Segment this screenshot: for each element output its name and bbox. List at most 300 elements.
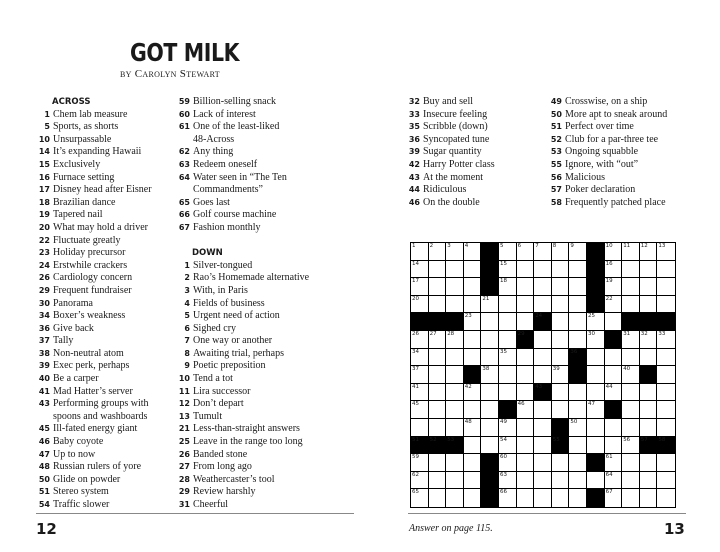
grid-cell[interactable]	[605, 278, 623, 296]
grid-cell[interactable]	[411, 472, 429, 490]
grid-cell[interactable]	[446, 349, 464, 367]
grid-cell[interactable]	[569, 419, 587, 437]
grid-cell[interactable]	[587, 349, 605, 367]
grid-cell[interactable]	[552, 401, 570, 419]
clue	[175, 222, 325, 235]
grid-cell[interactable]	[411, 331, 429, 349]
grid-cell[interactable]	[446, 296, 464, 314]
clue-column-4	[547, 96, 707, 209]
grid-block	[446, 437, 464, 455]
grid-cell[interactable]	[534, 401, 552, 419]
clue-text: Don’t depart	[193, 398, 244, 410]
clue-text: Goes last	[193, 196, 230, 208]
grid-cell[interactable]	[657, 296, 675, 314]
clue	[35, 184, 175, 197]
grid-cell[interactable]	[622, 296, 640, 314]
grid-cell[interactable]	[552, 366, 570, 384]
grid-cell[interactable]	[411, 419, 429, 437]
grid-cell[interactable]	[640, 278, 658, 296]
grid-cell[interactable]	[464, 384, 482, 402]
grid-cell[interactable]	[481, 349, 499, 367]
grid-cell[interactable]	[464, 331, 482, 349]
grid-cell[interactable]	[622, 331, 640, 349]
grid-cell[interactable]	[481, 384, 499, 402]
grid-cell[interactable]	[464, 278, 482, 296]
grid-cell[interactable]	[552, 278, 570, 296]
clue-text: Cardiology concern	[53, 272, 133, 284]
grid-cell[interactable]	[657, 384, 675, 402]
clue	[175, 184, 325, 197]
grid-cell[interactable]	[657, 261, 675, 279]
grid-cell[interactable]	[622, 243, 640, 261]
grid-cell-number: 11	[623, 243, 631, 249]
grid-cell[interactable]	[499, 296, 517, 314]
grid-cell[interactable]	[622, 349, 640, 367]
grid-cell-number: 1	[412, 243, 416, 249]
grid-cell[interactable]	[552, 313, 570, 331]
grid-cell[interactable]	[429, 489, 447, 507]
grid-cell[interactable]	[552, 472, 570, 490]
grid-cell[interactable]	[499, 454, 517, 472]
grid-cell[interactable]	[446, 261, 464, 279]
clue-number: 40	[38, 374, 50, 384]
grid-cell[interactable]	[517, 454, 535, 472]
grid-cell[interactable]	[552, 331, 570, 349]
grid-cell[interactable]	[517, 349, 535, 367]
clue-number: 5	[44, 122, 50, 132]
grid-cell-number: 13	[658, 243, 666, 249]
clue	[35, 247, 175, 260]
grid-cell[interactable]	[446, 454, 464, 472]
grid-cell[interactable]	[481, 331, 499, 349]
clue	[175, 134, 325, 147]
clue	[175, 146, 325, 159]
grid-cell[interactable]	[499, 278, 517, 296]
grid-cell[interactable]	[429, 454, 447, 472]
grid-cell[interactable]	[640, 454, 658, 472]
grid-cell[interactable]	[446, 489, 464, 507]
grid-cell[interactable]	[517, 489, 535, 507]
grid-cell[interactable]	[640, 331, 658, 349]
grid-cell[interactable]	[657, 419, 675, 437]
grid-cell[interactable]	[605, 296, 623, 314]
grid-cell[interactable]	[411, 296, 429, 314]
grid-cell[interactable]	[569, 313, 587, 331]
grid-cell[interactable]	[446, 243, 464, 261]
clue	[35, 323, 175, 336]
grid-cell[interactable]	[411, 278, 429, 296]
grid-cell[interactable]	[657, 366, 675, 384]
grid-cell[interactable]	[569, 296, 587, 314]
grid-cell-number: 45	[412, 401, 419, 408]
grid-cell[interactable]	[552, 243, 570, 261]
grid-cell[interactable]	[605, 349, 623, 367]
clue-number: 19	[38, 210, 50, 220]
grid-cell[interactable]	[640, 349, 658, 367]
grid-cell[interactable]	[569, 489, 587, 507]
clue-text: Urgent need of action	[193, 310, 280, 322]
grid-cell[interactable]	[640, 401, 658, 419]
grid-cell[interactable]	[517, 243, 535, 261]
grid-cell[interactable]	[446, 278, 464, 296]
clue	[175, 298, 325, 311]
grid-cell[interactable]	[640, 261, 658, 279]
grid-cell-number: 36	[570, 348, 578, 355]
grid-cell[interactable]	[499, 472, 517, 490]
grid-cell[interactable]	[429, 296, 447, 314]
grid-cell[interactable]	[517, 437, 535, 455]
grid-cell[interactable]	[499, 489, 517, 507]
grid-cell[interactable]	[517, 261, 535, 279]
grid-cell[interactable]	[534, 349, 552, 367]
grid-cell[interactable]	[481, 437, 499, 455]
grid-cell[interactable]	[587, 401, 605, 419]
grid-cell[interactable]	[411, 349, 429, 367]
clue	[547, 146, 707, 159]
clue-text: One of the least-liked	[193, 121, 280, 133]
grid-cell-number: 61	[605, 454, 613, 461]
grid-cell[interactable]	[499, 437, 517, 455]
grid-cell[interactable]	[657, 489, 675, 507]
grid-cell[interactable]	[481, 313, 499, 331]
grid-cell[interactable]	[569, 243, 587, 261]
across-clue-list	[35, 109, 175, 512]
clue-number: 11	[178, 386, 190, 396]
grid-cell[interactable]	[411, 489, 429, 507]
grid-cell[interactable]	[429, 331, 447, 349]
clue	[405, 184, 545, 197]
grid-cell[interactable]	[640, 419, 658, 437]
grid-cell[interactable]	[622, 366, 640, 384]
grid-cell-number: 16	[605, 260, 613, 267]
grid-cell[interactable]	[605, 472, 623, 490]
grid-cell[interactable]	[552, 454, 570, 472]
grid-cell[interactable]	[464, 489, 482, 507]
grid-cell[interactable]	[517, 296, 535, 314]
grid-cell[interactable]	[587, 313, 605, 331]
grid-cell[interactable]	[517, 278, 535, 296]
clue	[175, 348, 325, 361]
clue-text: One way or another	[193, 335, 273, 347]
grid-cell[interactable]	[499, 384, 517, 402]
grid-cell[interactable]	[605, 384, 623, 402]
grid-cell[interactable]	[569, 401, 587, 419]
grid-cell-number: 37	[412, 366, 419, 373]
grid-cell-number: 54	[500, 436, 507, 443]
grid-cell[interactable]	[464, 296, 482, 314]
grid-cell[interactable]	[499, 419, 517, 437]
grid-cell[interactable]	[552, 489, 570, 507]
clue-text: Buy and sell	[423, 96, 473, 107]
clue	[405, 96, 545, 109]
grid-cell[interactable]	[464, 454, 482, 472]
clue-text: Less-than-straight answers	[193, 423, 300, 435]
grid-cell[interactable]	[569, 278, 587, 296]
clue-number: 34	[38, 311, 50, 321]
grid-cell[interactable]	[622, 454, 640, 472]
grid-cell-number: 48	[464, 419, 472, 425]
clue-text: Poker declaration	[565, 184, 636, 196]
grid-cell[interactable]	[429, 278, 447, 296]
grid-cell[interactable]	[622, 384, 640, 402]
grid-cell[interactable]	[569, 331, 587, 349]
grid-cell[interactable]	[587, 384, 605, 402]
clue	[175, 109, 325, 122]
clue-number: 27	[178, 462, 190, 472]
clue-text: Exclusively	[53, 158, 101, 170]
clue	[175, 499, 325, 512]
grid-cell[interactable]	[499, 366, 517, 384]
grid-cell[interactable]	[640, 472, 658, 490]
grid-cell[interactable]	[587, 331, 605, 349]
clue	[35, 461, 175, 474]
clue-number: 50	[38, 474, 50, 484]
clue-number: 48	[38, 462, 50, 472]
grid-cell[interactable]	[534, 366, 552, 384]
grid-cell[interactable]	[605, 454, 623, 472]
grid-cell[interactable]	[605, 261, 623, 279]
grid-cell[interactable]	[622, 489, 640, 507]
grid-cell[interactable]	[534, 437, 552, 455]
byline: by Carolyn Stewart	[120, 68, 220, 80]
grid-cell[interactable]	[534, 489, 552, 507]
clue-text: Leave in the range too long	[193, 436, 303, 448]
grid-cell[interactable]	[481, 401, 499, 419]
clue-number: 57	[550, 185, 562, 195]
grid-cell[interactable]	[517, 384, 535, 402]
grid-cell[interactable]	[411, 454, 429, 472]
grid-cell[interactable]	[657, 349, 675, 367]
clue-text: Brazilian dance	[53, 196, 116, 208]
grid-cell[interactable]	[640, 489, 658, 507]
grid-cell[interactable]	[657, 472, 675, 490]
grid-cell[interactable]	[411, 243, 429, 261]
clue-number: 29	[38, 285, 50, 295]
grid-cell[interactable]	[534, 331, 552, 349]
grid-cell[interactable]	[640, 384, 658, 402]
grid-cell[interactable]	[446, 366, 464, 384]
grid-cell-number: 62	[412, 471, 419, 478]
grid-cell[interactable]	[481, 366, 499, 384]
grid-cell[interactable]	[569, 454, 587, 472]
clue-number: 1	[184, 260, 190, 270]
grid-cell[interactable]	[640, 243, 658, 261]
grid-cell[interactable]	[622, 261, 640, 279]
grid-cell[interactable]	[657, 278, 675, 296]
grid-block	[481, 243, 499, 261]
grid-cell[interactable]	[569, 384, 587, 402]
grid-cell[interactable]	[446, 472, 464, 490]
grid-cell[interactable]	[569, 261, 587, 279]
grid-cell[interactable]	[622, 278, 640, 296]
clue-number: 53	[550, 147, 562, 157]
grid-block	[534, 384, 552, 402]
clue	[175, 323, 325, 336]
grid-cell[interactable]	[464, 313, 482, 331]
clue-text: Erstwhile crackers	[53, 259, 128, 271]
grid-cell[interactable]	[429, 419, 447, 437]
grid-cell[interactable]	[587, 437, 605, 455]
clue-text: Glide on powder	[53, 473, 121, 485]
grid-cell[interactable]	[552, 261, 570, 279]
clue	[35, 449, 175, 462]
grid-cell[interactable]	[587, 366, 605, 384]
grid-cell[interactable]	[605, 419, 623, 437]
clue-text: Ill-fated energy giant	[53, 423, 138, 435]
clue-text: It’s expanding Hawaii	[53, 146, 142, 158]
clue	[35, 235, 175, 248]
grid-cell[interactable]	[517, 419, 535, 437]
grid-cell[interactable]	[499, 331, 517, 349]
grid-cell[interactable]	[657, 401, 675, 419]
grid-cell[interactable]	[481, 419, 499, 437]
grid-cell[interactable]	[429, 349, 447, 367]
grid-cell[interactable]	[605, 243, 623, 261]
grid-block	[481, 278, 499, 296]
grid-cell[interactable]	[499, 349, 517, 367]
grid-cell[interactable]	[622, 401, 640, 419]
clue-text: Frequently patched place	[565, 196, 666, 208]
grid-cell[interactable]	[411, 384, 429, 402]
clue-number: 39	[408, 147, 420, 157]
clue	[175, 474, 325, 487]
grid-cell-number: 10	[605, 243, 613, 249]
clue	[175, 96, 325, 109]
grid-cell[interactable]	[622, 437, 640, 455]
clue-text: Ongoing squabble	[565, 146, 639, 158]
clue-number: 47	[38, 449, 50, 459]
grid-cell[interactable]	[587, 419, 605, 437]
clue-number: 39	[38, 361, 50, 371]
clue-text: With, in Paris	[193, 284, 248, 296]
clue-number: 14	[38, 147, 50, 157]
grid-block	[587, 296, 605, 314]
grid-cell[interactable]	[552, 349, 570, 367]
grid-cell-number: 44	[605, 383, 613, 390]
grid-cell[interactable]	[464, 243, 482, 261]
grid-cell[interactable]	[429, 243, 447, 261]
grid-cell[interactable]	[587, 472, 605, 490]
grid-cell[interactable]	[569, 472, 587, 490]
grid-cell-number: 17	[412, 278, 419, 285]
clue-text: Sugar quantity	[423, 146, 482, 158]
grid-block	[587, 454, 605, 472]
clue-number: 52	[550, 134, 562, 144]
grid-cell[interactable]	[657, 454, 675, 472]
grid-cell[interactable]	[534, 454, 552, 472]
grid-cell-number: 22	[605, 295, 613, 302]
grid-cell[interactable]	[534, 472, 552, 490]
clue-text: Commandments”	[193, 184, 263, 196]
grid-cell[interactable]	[464, 349, 482, 367]
grid-cell[interactable]	[429, 472, 447, 490]
clue-number: 9	[184, 361, 190, 371]
grid-cell-number: 55	[552, 436, 560, 443]
grid-cell[interactable]	[464, 437, 482, 455]
grid-cell-number: 47	[588, 401, 595, 408]
grid-cell-number: 33	[658, 331, 666, 337]
grid-cell[interactable]	[464, 472, 482, 490]
grid-cell[interactable]	[534, 278, 552, 296]
clue-column-3	[405, 96, 545, 209]
clue-number: 64	[178, 172, 190, 182]
clue-number: 20	[38, 222, 50, 232]
grid-cell[interactable]	[622, 472, 640, 490]
clue-number: 30	[38, 298, 50, 308]
grid-cell[interactable]	[534, 419, 552, 437]
grid-cell[interactable]	[622, 419, 640, 437]
clue-number: 67	[178, 222, 190, 232]
grid-cell[interactable]	[499, 313, 517, 331]
clue-number: 28	[178, 474, 190, 484]
grid-cell[interactable]	[429, 261, 447, 279]
grid-cell[interactable]	[657, 331, 675, 349]
grid-cell[interactable]	[499, 243, 517, 261]
grid-cell[interactable]	[534, 243, 552, 261]
grid-cell[interactable]	[429, 384, 447, 402]
grid-cell[interactable]	[605, 313, 623, 331]
grid-cell[interactable]	[429, 401, 447, 419]
grid-cell[interactable]	[481, 296, 499, 314]
grid-cell[interactable]	[429, 366, 447, 384]
grid-cell[interactable]	[464, 261, 482, 279]
grid-cell[interactable]	[605, 366, 623, 384]
grid-cell[interactable]	[534, 296, 552, 314]
grid-cell[interactable]	[464, 419, 482, 437]
clue-number: 7	[184, 336, 190, 346]
grid-cell[interactable]	[552, 296, 570, 314]
grid-block	[657, 313, 675, 331]
grid-cell[interactable]	[657, 243, 675, 261]
clue-number: 46	[38, 437, 50, 447]
grid-cell[interactable]	[446, 331, 464, 349]
grid-cell-number: 9	[570, 243, 574, 249]
grid-cell[interactable]	[411, 261, 429, 279]
grid-cell[interactable]	[411, 366, 429, 384]
grid-cell[interactable]	[517, 366, 535, 384]
grid-cell[interactable]	[605, 437, 623, 455]
clue	[35, 423, 175, 436]
clue-text: Performing groups with	[53, 398, 149, 410]
grid-cell[interactable]	[552, 384, 570, 402]
grid-cell-number: 59	[412, 454, 419, 461]
grid-cell[interactable]	[411, 401, 429, 419]
clue-number: 61	[178, 122, 190, 132]
grid-cell[interactable]	[499, 261, 517, 279]
grid-cell[interactable]	[517, 472, 535, 490]
grid-cell[interactable]	[464, 401, 482, 419]
grid-cell[interactable]	[446, 384, 464, 402]
clue-number: 65	[178, 197, 190, 207]
grid-cell-number: 51	[412, 436, 419, 443]
clue-number: 63	[178, 159, 190, 169]
grid-cell-number: 52	[429, 436, 437, 443]
grid-cell[interactable]	[640, 296, 658, 314]
grid-cell[interactable]	[605, 489, 623, 507]
grid-block	[411, 437, 429, 455]
clue-text: Traffic slower	[53, 499, 110, 510]
clue-text: Frequent fundraiser	[53, 284, 132, 296]
grid-cell[interactable]	[517, 401, 535, 419]
grid-cell[interactable]	[534, 261, 552, 279]
page-number-left: 12	[36, 520, 57, 538]
grid-cell-number: 66	[500, 489, 507, 496]
grid-cell[interactable]	[446, 419, 464, 437]
clue-text: Lack of interest	[193, 108, 256, 120]
grid-cell[interactable]	[446, 401, 464, 419]
grid-cell[interactable]	[517, 313, 535, 331]
grid-cell[interactable]	[569, 437, 587, 455]
